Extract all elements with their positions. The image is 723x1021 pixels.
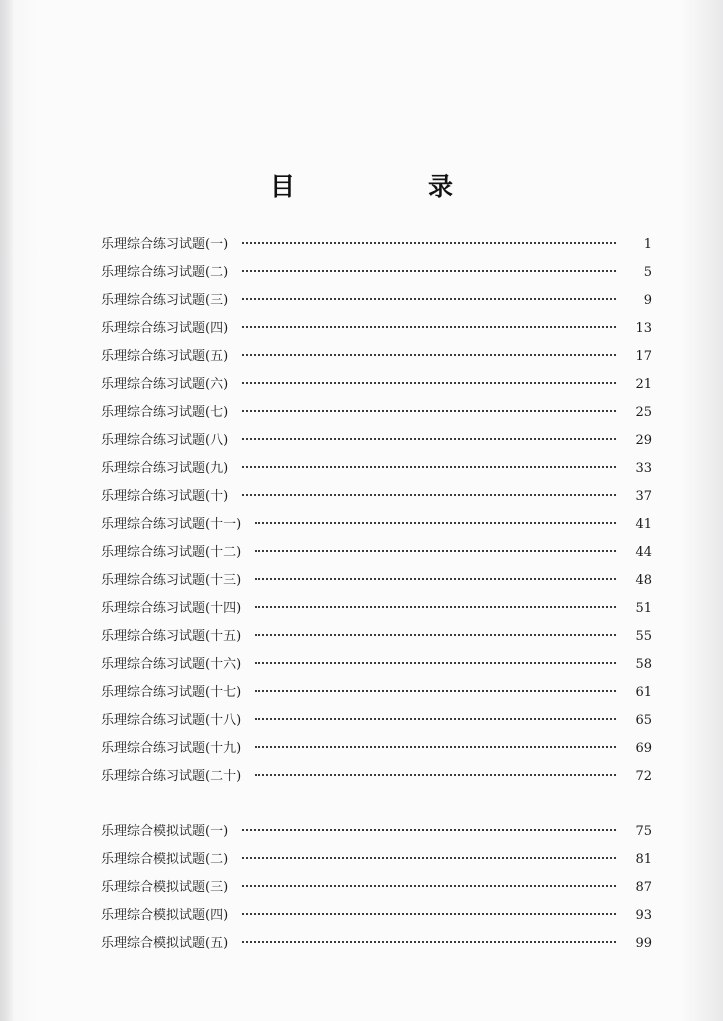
dot-leader xyxy=(255,746,616,748)
dot-leader xyxy=(255,550,616,552)
toc-entry[interactable] xyxy=(101,289,652,317)
dot-leader xyxy=(255,634,616,636)
toc-entry-page: 93 xyxy=(635,908,652,923)
toc-entry[interactable] xyxy=(101,597,652,625)
dot-leader xyxy=(242,270,616,272)
dot-leader xyxy=(255,690,616,692)
toc-entry-title: 乐理综合模拟试题(五) xyxy=(101,936,229,951)
toc-entry-title: 乐理综合练习试题(十六) xyxy=(101,657,242,672)
toc-entry-title: 乐理综合模拟试题(二) xyxy=(101,852,229,867)
page-title: 目 录 xyxy=(269,171,507,201)
toc-entry[interactable] xyxy=(101,261,652,289)
toc-entry[interactable] xyxy=(101,429,652,457)
dot-leader xyxy=(242,494,616,496)
toc-entry-title: 乐理综合练习试题(八) xyxy=(101,433,229,448)
toc-entry[interactable] xyxy=(101,709,652,737)
dot-leader xyxy=(242,298,616,300)
toc-entry-page: 81 xyxy=(635,852,652,867)
toc-entry[interactable] xyxy=(101,513,652,541)
toc-entry[interactable] xyxy=(101,233,652,261)
toc-entry-title: 乐理综合练习试题(四) xyxy=(101,321,229,336)
toc-entry-title: 乐理综合练习试题(五) xyxy=(101,349,229,364)
toc-entry-title: 乐理综合练习试题(一) xyxy=(101,237,229,252)
toc-entry[interactable] xyxy=(101,457,652,485)
toc-entry-title: 乐理综合练习试题(十八) xyxy=(101,713,242,728)
toc-entry-title: 乐理综合模拟试题(四) xyxy=(101,908,229,923)
toc-entry-page: 13 xyxy=(635,321,652,336)
toc-entry[interactable] xyxy=(101,345,652,373)
dot-leader xyxy=(242,242,616,244)
toc-entry[interactable] xyxy=(101,625,652,653)
toc-entry-page: 69 xyxy=(635,741,652,756)
toc-entry[interactable] xyxy=(101,653,652,681)
dot-leader xyxy=(242,857,616,859)
toc-entry[interactable] xyxy=(101,876,652,904)
toc-entry-page: 61 xyxy=(635,685,652,700)
toc-entry-title: 乐理综合练习试题(十一) xyxy=(101,517,242,532)
toc-entry-page: 29 xyxy=(635,433,652,448)
toc-entry-title: 乐理综合练习试题(二) xyxy=(101,265,229,280)
toc-entry[interactable] xyxy=(101,904,652,932)
toc-entry-page: 55 xyxy=(635,629,652,644)
toc-entry[interactable] xyxy=(101,569,652,597)
toc-entry-title: 乐理综合练习试题(十三) xyxy=(101,573,242,588)
toc-entry-title: 乐理综合练习试题(九) xyxy=(101,461,229,476)
toc-entry-page: 17 xyxy=(635,349,652,364)
toc-entry-page: 37 xyxy=(635,489,652,504)
toc-entry-page: 21 xyxy=(635,377,652,392)
toc-entry[interactable] xyxy=(101,681,652,709)
toc-entry-title: 乐理综合模拟试题(三) xyxy=(101,880,229,895)
toc-entry-title: 乐理综合练习试题(十二) xyxy=(101,545,242,560)
dot-leader xyxy=(242,466,616,468)
dot-leader xyxy=(242,326,616,328)
toc-entry-page: 5 xyxy=(643,265,652,280)
toc-entry-title: 乐理综合练习试题(十) xyxy=(101,489,229,504)
toc-entry-page: 9 xyxy=(643,293,652,308)
toc-entry-page: 58 xyxy=(635,657,652,672)
toc-entry[interactable] xyxy=(101,541,652,569)
toc-entry-page: 99 xyxy=(635,936,652,951)
dot-leader xyxy=(242,913,616,915)
dot-leader xyxy=(255,774,616,776)
toc-entry-title: 乐理综合练习试题(十七) xyxy=(101,685,242,700)
toc-entry-title: 乐理综合模拟试题(一) xyxy=(101,824,229,839)
toc-entry[interactable] xyxy=(101,848,652,876)
toc-entry-title: 乐理综合练习试题(七) xyxy=(101,405,229,420)
toc-entry-page: 87 xyxy=(635,880,652,895)
toc-entry[interactable] xyxy=(101,737,652,765)
toc-entry-title: 乐理综合练习试题(三) xyxy=(101,293,229,308)
dot-leader xyxy=(255,578,616,580)
toc-entry[interactable] xyxy=(101,373,652,401)
toc-entry-title: 乐理综合练习试题(六) xyxy=(101,377,229,392)
dot-leader xyxy=(255,522,616,524)
toc-practice-list xyxy=(101,233,652,793)
toc-entry-page: 51 xyxy=(635,601,652,616)
dot-leader xyxy=(242,382,616,384)
dot-leader xyxy=(242,941,616,943)
toc-entry[interactable] xyxy=(101,485,652,513)
toc-entry-page: 44 xyxy=(635,545,652,560)
toc-mock-list xyxy=(101,820,652,960)
toc-entry[interactable] xyxy=(101,765,652,793)
binding-shadow xyxy=(0,0,14,1021)
toc-entry-page: 33 xyxy=(635,461,652,476)
dot-leader xyxy=(242,438,616,440)
toc-entry-page: 75 xyxy=(635,824,652,839)
toc-entry-title: 乐理综合练习试题(二十) xyxy=(101,769,242,784)
dot-leader xyxy=(255,606,616,608)
toc-entry-title: 乐理综合练习试题(十四) xyxy=(101,601,242,616)
toc-entry-page: 41 xyxy=(635,517,652,532)
toc-entry-page: 72 xyxy=(635,769,652,784)
toc-entry[interactable] xyxy=(101,932,652,960)
dot-leader xyxy=(242,354,616,356)
toc-entry-page: 48 xyxy=(635,573,652,588)
dot-leader xyxy=(242,410,616,412)
toc-entry-title: 乐理综合练习试题(十九) xyxy=(101,741,242,756)
toc-entry-page: 25 xyxy=(635,405,652,420)
dot-leader xyxy=(242,829,616,831)
dot-leader xyxy=(255,662,616,664)
toc-entry[interactable] xyxy=(101,401,652,429)
dot-leader xyxy=(255,718,616,720)
toc-entry[interactable] xyxy=(101,317,652,345)
toc-entry-title: 乐理综合练习试题(十五) xyxy=(101,629,242,644)
toc-entry-page: 65 xyxy=(635,713,652,728)
toc-entry[interactable] xyxy=(101,820,652,848)
dot-leader xyxy=(242,885,616,887)
toc-entry-page: 1 xyxy=(643,237,652,252)
